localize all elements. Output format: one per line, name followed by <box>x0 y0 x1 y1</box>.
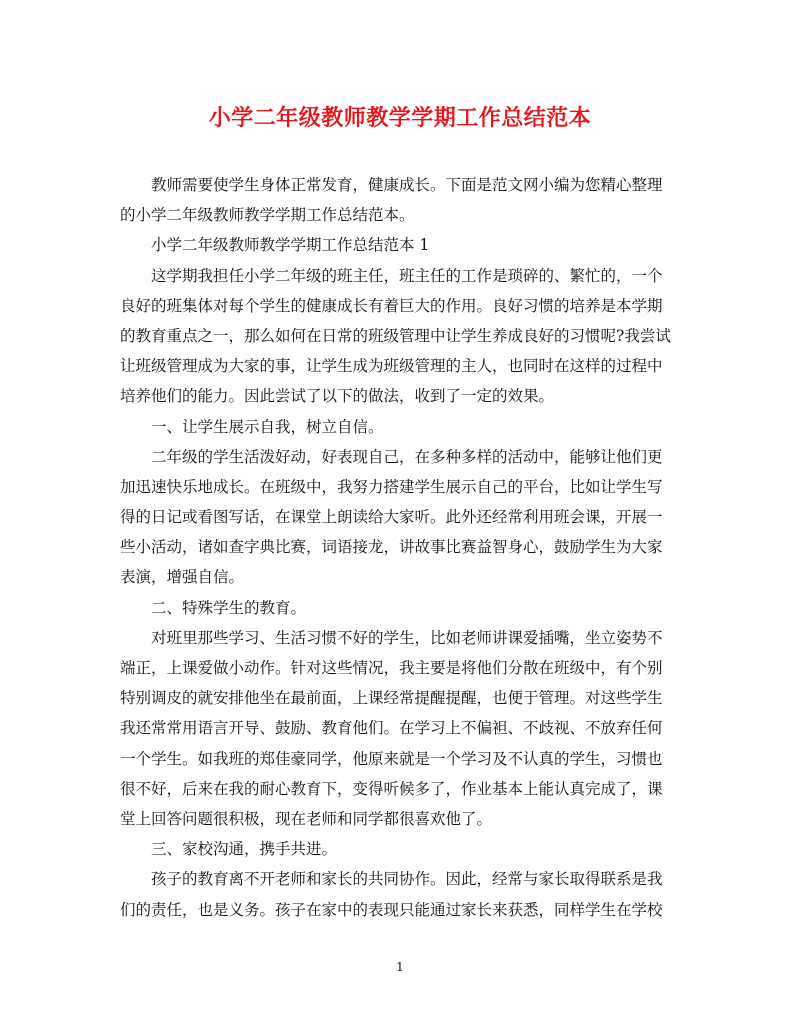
text-line: 端正，上课爱做小动作。针对这些情况，我主要是将他们分散在班级中，有个别 <box>120 659 663 677</box>
text-line: 的教育重点之一，那么如何在日常的班级管理中让学生养成良好的习惯呢?我尝试 <box>120 326 671 345</box>
text-line: 对班里那些学习、生活习惯不好的学生，比如老师讲课爱插嘴，坐立姿势不 <box>151 628 663 647</box>
text-line: 教师需要使学生身体正常发育，健康成长。下面是范文网小编为您精心整理 <box>151 176 663 194</box>
text-line: 二年级的学生活泼好动，好表现自己，在多种多样的活动中，能够让他们更 <box>151 447 663 466</box>
text-line: 二、特殊学生的教育。 <box>151 598 307 617</box>
text-line: 的小学二年级教师教学学期工作总结范本。 <box>120 206 415 225</box>
text-line: 这学期我担任小学二年级的班主任，班主任的工作是琐碎的、繁忙的，一个 <box>151 266 663 285</box>
text-line: 小学二年级教师教学学期工作总结范本 1 <box>151 236 430 255</box>
text-line: 加迅速快乐地成长。在班级中，我努力搭建学生展示自己的平台，比如让学生写 <box>120 477 663 496</box>
text-line: 三、家校沟通，携手共进。 <box>151 840 338 859</box>
text-line: 让班级管理成为大家的事，让学生成为班级管理的主人，也同时在这样的过程中 <box>120 357 663 376</box>
document-body <box>120 170 672 925</box>
text-line: 很不好，后来在我的耐心教育下，变得听候多了，作业基本上能认真完成了，课 <box>120 779 663 798</box>
text-line: 堂上回答问题很积极，现在老师和同学都很喜欢他了。 <box>120 809 493 828</box>
text-line: 表演，增强自信。 <box>120 568 245 587</box>
document-title: 小学二年级教师教学学期工作总结范本 <box>208 105 592 131</box>
text-line: 良好的班集体对每个学生的健康成长有着巨大的作用。良好习惯的培养是本学期 <box>120 296 663 315</box>
text-line: 培养他们的能力。因此尝试了以下的做法，收到了一定的效果。 <box>120 387 555 406</box>
text-line: 一个学生。如我班的郑佳豪同学，他原来就是一个学习及不认真的学生，习惯也 <box>120 749 663 768</box>
page-number: 1 <box>396 960 404 974</box>
text-line: 一、让学生展示自我，树立自信。 <box>151 417 384 436</box>
text-line: 们的责任，也是义务。孩子在家中的表现只能通过家长来获悉，同样学生在学校 <box>120 900 663 919</box>
text-line: 我还常常用语言开导、鼓励、教育他们。在学习上不偏袒、不歧视、不放弃任何 <box>120 719 663 738</box>
text-line: 孩子的教育离不开老师和家长的共同协作。因此，经常与家长取得联系是我 <box>151 870 663 889</box>
text-line: 特别调皮的就安排他坐在最前面，上课经常提醒提醒，也便于管理。对这些学生 <box>120 689 663 708</box>
text-line: 得的日记或看图写话，在课堂上朗读给大家听。此外还经常利用班会课，开展一 <box>120 508 663 527</box>
text-line: 些小活动，诸如查字典比赛，词语接龙，讲故事比赛益智身心，鼓励学生为大家 <box>120 538 663 557</box>
